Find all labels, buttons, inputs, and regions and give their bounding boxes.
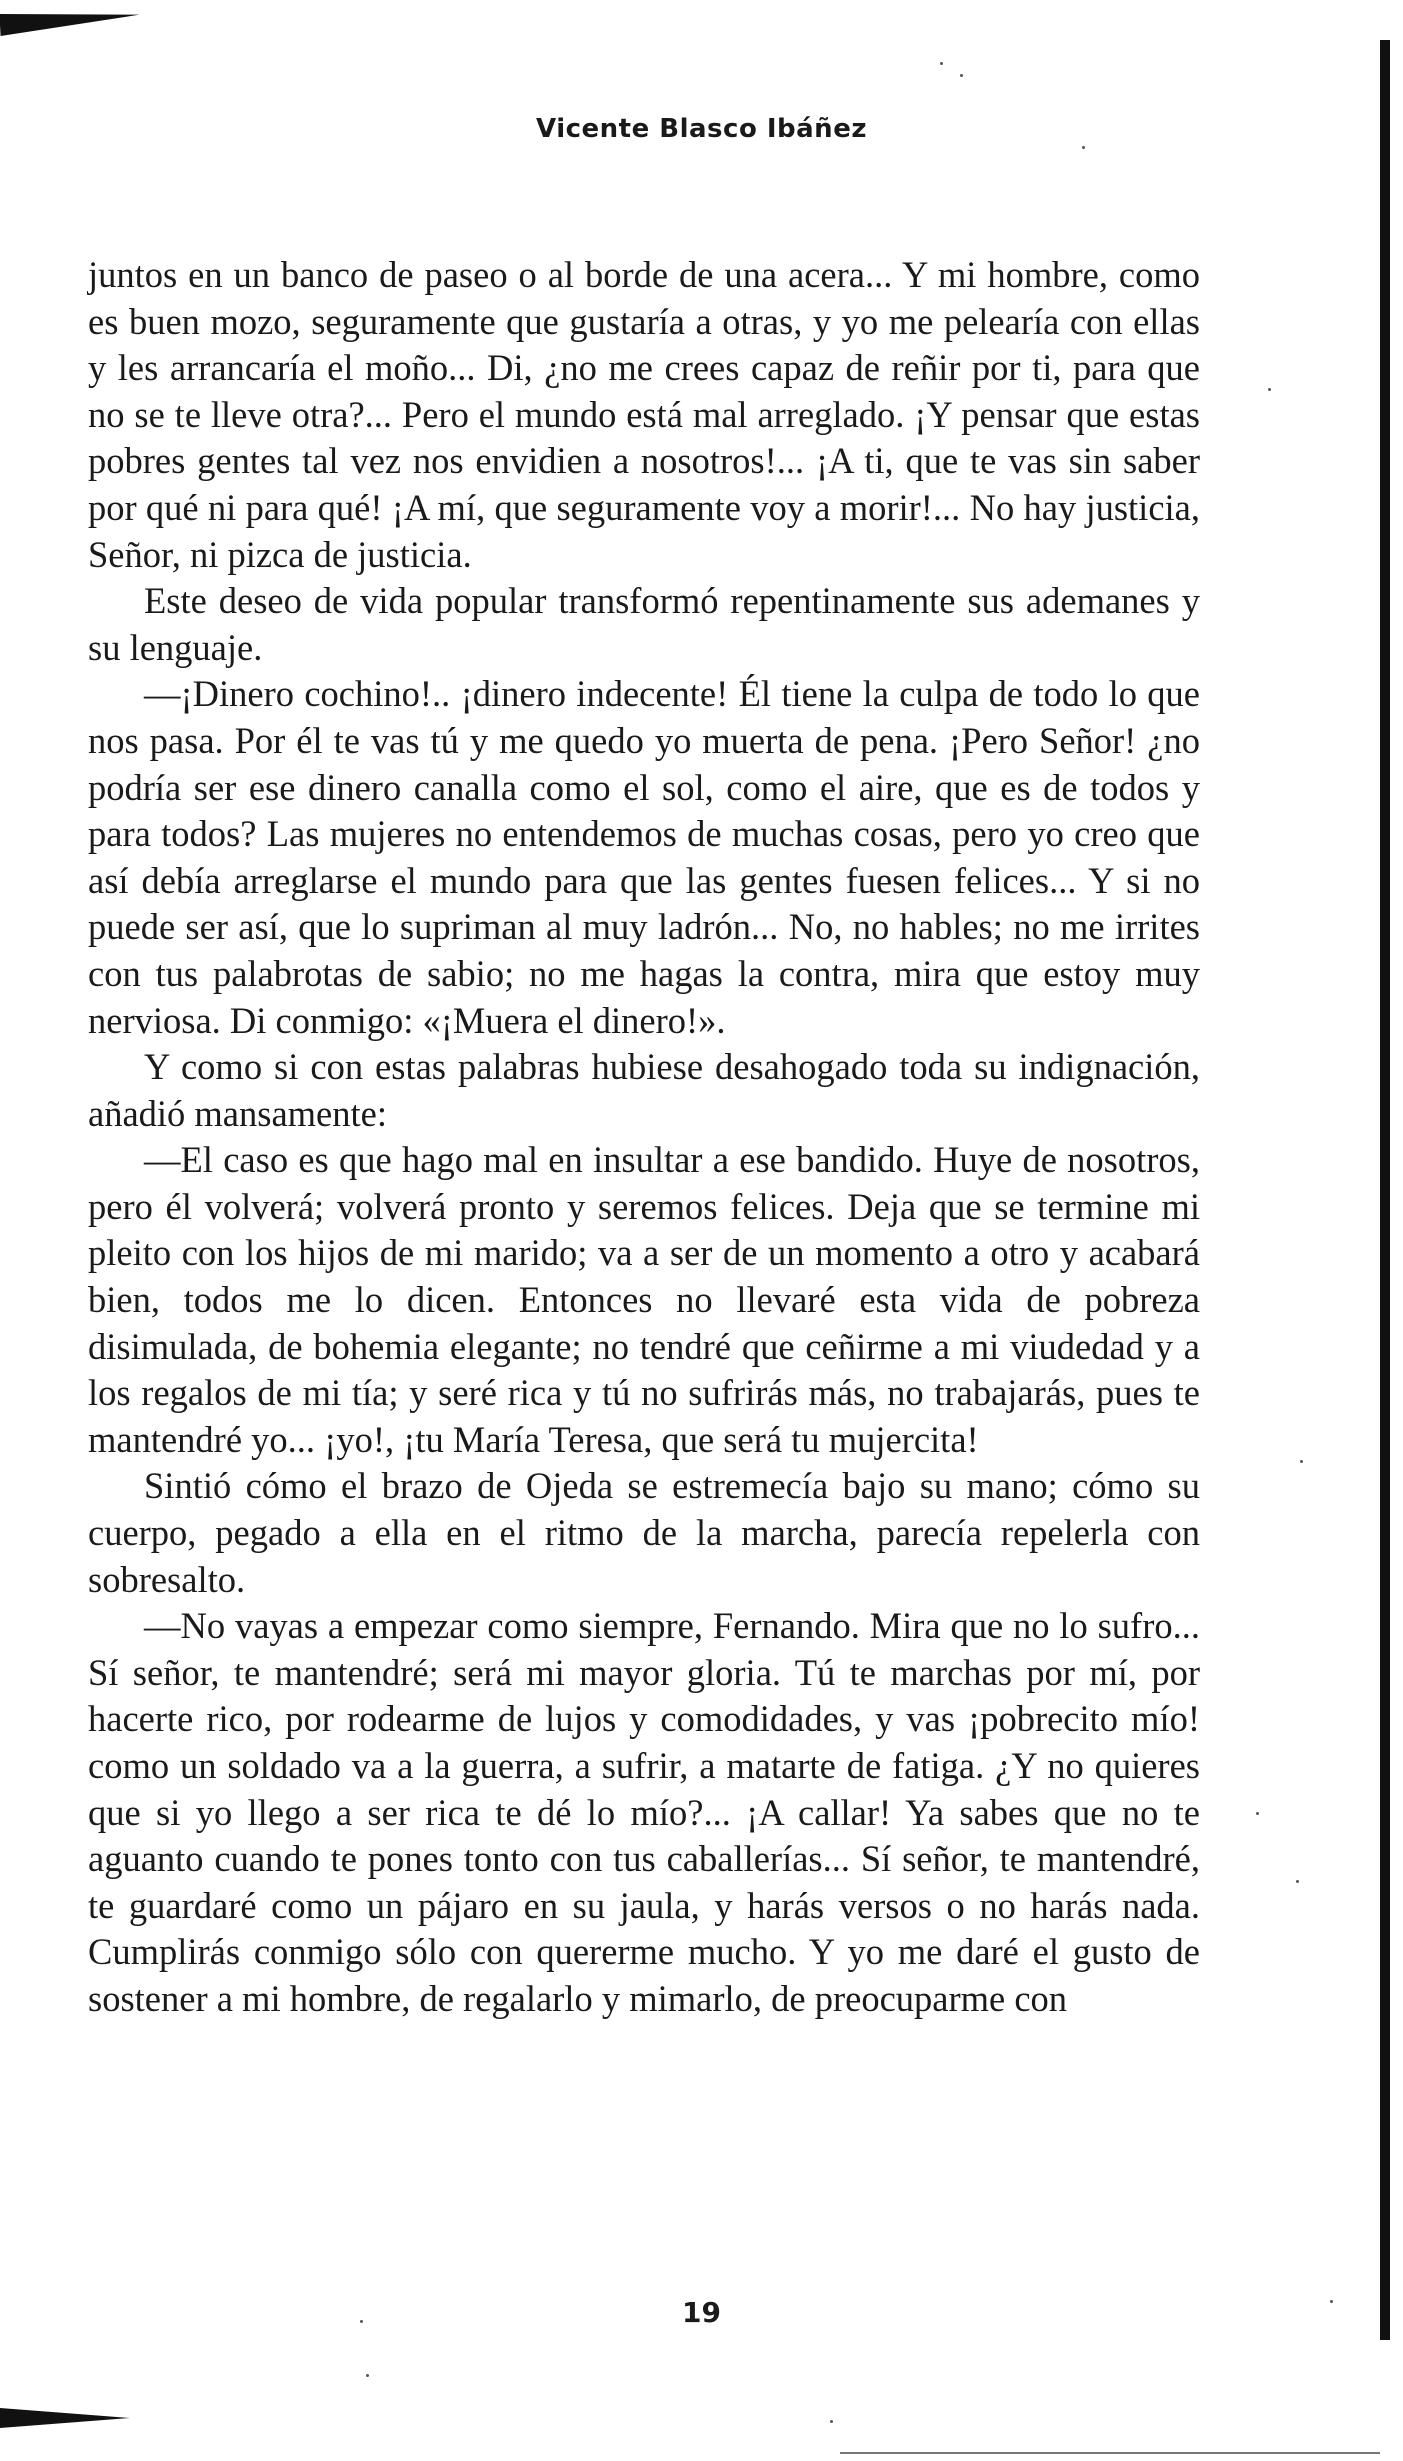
paragraph: —¡Dinero cochino!.. ¡dinero indecente! Él tiene la culpa de todo lo que nos pasa. Por él te vas tú y me quedo yo muerta de pena. ¡Pero Señor! ¿no podría ser ese dinero canalla como el sol, como el aire, que es de todos y para todos? Las mujeres no entendemos de muchas cosas, pero yo creo que así debía arreglarse el mundo para que las gentes fuesen felices... Y si no puede ser así, que lo supriman al muy ladrón... No, no hables; no me irrites con tus palabrotas de sabio; no me hagas la contra, mira que estoy muy nerviosa. Di conmigo: «¡Muera el dinero!». — [88, 673, 1200, 1041]
scan-edge-right — [1380, 40, 1390, 2340]
paragraph: Y como si con estas palabras hubiese desahogado toda su indignación, añadió mansamente: — [88, 1046, 1200, 1134]
scan-artifact-bottom — [0, 2408, 130, 2428]
scan-speck — [1082, 146, 1085, 149]
running-head: Vicente Blasco Ibáñez — [536, 114, 867, 144]
scan-artifact-top — [0, 7, 140, 36]
scan-speck — [940, 62, 943, 65]
paragraph: —No vayas a empezar como siempre, Fernando. Mira que no lo sufro... Sí señor, te mantendré; será mi mayor gloria. Tú te marchas por mí, por hacerte rico, por rodearme de lujos y comodidades, y vas ¡pobrecito mío! como un soldado va a la guerra, a sufrir, a matarte de fatiga. ¿Y no quieres que si yo llego a ser rica te dé lo mío?... ¡A callar! Ya sabes que no te aguanto cuando te pones tonto con tus caballerías... Sí señor, te mantendré, te guardaré como un pájaro en su jaula, y harás versos o no harás nada. Cumplirás conmigo sólo con quererme mucho. Y yo me daré el gusto de sostener a mi hombre, de regalarlo y mimarlo, de preocuparme con — [88, 1605, 1200, 2019]
paragraph: Sintió cómo el brazo de Ojeda se estremecía bajo su mano; cómo su cuerpo, pegado a ella en el ritmo de la marcha, parecía repelerla con sobresalto. — [88, 1465, 1200, 1600]
scan-speck — [366, 2374, 369, 2377]
scan-speck — [1296, 1880, 1299, 1883]
scan-speck — [1268, 388, 1271, 391]
paragraph: Este deseo de vida popular transformó repentinamente sus ademanes y su lenguaje. — [88, 580, 1200, 668]
scan-speck — [830, 2420, 833, 2423]
scan-speck — [1256, 1812, 1259, 1815]
scan-edge-bottom — [840, 2452, 1380, 2454]
body-text — [88, 252, 1200, 2023]
paragraph: —El caso es que hago mal en insultar a ese bandido. Huye de nosotros, pero él volverá; volverá pronto y seremos felices. Deja que se termine mi pleito con los hijos de mi marido; va a ser de un momento a otro y acabará bien, todos me lo dicen. Entonces no llevaré esta vida de pobreza disimulada, de bohemia elegante; no tendré que ceñirme a mi viudedad y a los regalos de mi tía; y seré rica y tú no sufrirás más, no trabajarás, pues te mantendré yo... ¡yo!, ¡tu María Teresa, que será tu mujercita! — [88, 1139, 1200, 1460]
paragraph: juntos en un banco de paseo o al borde de una acera... Y mi hombre, como es buen mozo, seguramente que gustaría a otras, y yo me pelearía con ellas y les arrancaría el moño... Di, ¿no me crees capaz de reñir por ti, para que no se te lleve otra?... Pero el mundo está mal arreglado. ¡Y pensar que estas pobres gentes tal vez nos envidien a nosotros!... ¡A ti, que te vas sin saber por qué ni para qué! ¡A mí, que seguramente voy a morir!... No hay justicia, Señor, ni pizca de justicia. — [88, 254, 1200, 575]
scan-speck — [960, 74, 963, 77]
page-number: 19 — [682, 2296, 721, 2329]
scan-speck — [1300, 1460, 1303, 1463]
